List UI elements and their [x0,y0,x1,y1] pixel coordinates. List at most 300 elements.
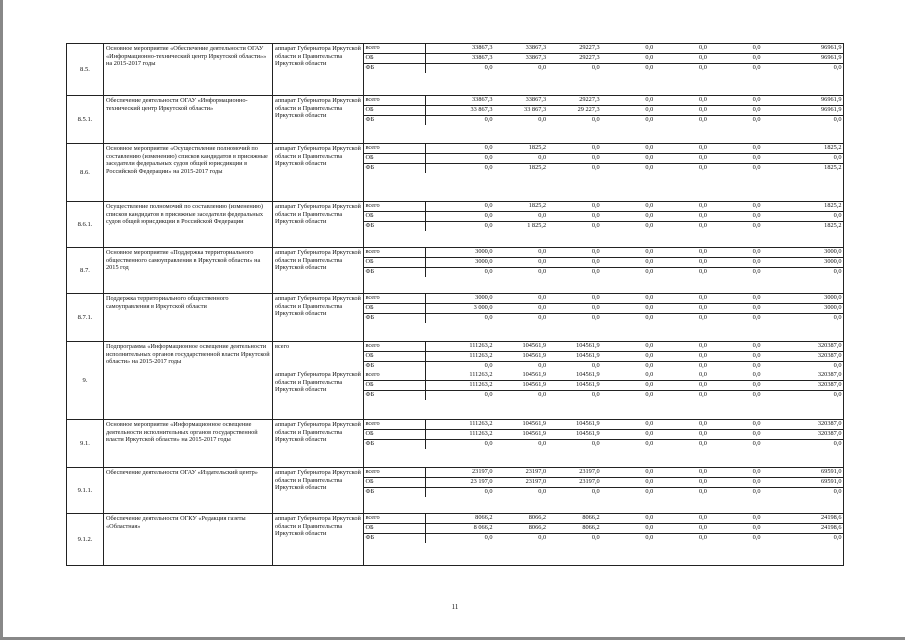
amount-cell: 0,0 [591,64,600,71]
funding-source-label: всего [364,144,426,154]
activity-name: Обеспечение деятельности ОГАУ «Информационно-технический центр Иркутской области» [104,96,273,144]
item-number: 9.1. [67,420,104,468]
amount-cell: 0,0 [601,154,655,164]
amount-cell: 3000,0 [762,258,843,268]
funding-source-label: ФБ [365,362,375,369]
amount-cell: 0,0 [699,164,707,171]
funding-table [66,43,844,566]
amount-cell: 320387,0 [762,430,843,440]
amount-cell: 1825,2 [824,164,842,171]
table-row [67,96,844,144]
amount-cell: 0,0 [708,258,762,268]
amount-cell: 111263,2 [426,342,494,352]
responsible-org [273,44,364,96]
amount-cell: 0,0 [601,96,655,106]
amount-cell: 0,0 [655,430,709,440]
amount-cell: 104561,9 [548,371,602,381]
amount-cell: 0,0 [645,116,654,123]
amount-cell: 0,0 [833,64,842,71]
funding-source-label: ФБ [365,164,375,171]
amount-subtable [364,294,843,323]
amount-line [364,524,843,534]
amount-cell: 0,0 [752,164,761,171]
amount-cell: 0,0 [645,164,654,171]
amounts-cell [364,468,844,514]
funding-source-label: ФБ [365,391,375,398]
funding-source-label: ОБ [364,352,426,362]
funding-source-label: всего [364,294,426,304]
funding-source-label: ФБ [365,534,375,541]
item-number: 9.1.1. [67,468,104,514]
funding-table-body [67,44,844,566]
amount-cell: 0,0 [708,144,762,154]
amount-cell: 0,0 [601,468,655,478]
amount-cell: 0,0 [601,381,655,391]
item-number: 9. [67,342,104,420]
amount-cell: 1825,2 [762,202,843,212]
funding-source-label: всего [364,514,426,524]
funding-source-label: всего [364,420,426,430]
amount-cell: 0,0 [699,64,707,71]
amount-cell: 0,0 [494,248,548,258]
responsible-org-name: аппарат Губернатора Иркутской области и Правительства Иркутской области [275,295,361,318]
responsible-org [273,144,364,202]
amount-cell: 0,0 [655,304,709,314]
amount-cell: 0,0 [708,371,762,381]
activity-name: Основное мероприятие «Поддержка территориального общественного самоуправления в Иркутской области» на 2015 год [104,248,273,294]
amount-cell: 8066,2 [494,524,548,534]
amount-cell: 0,0 [708,420,762,430]
amount-cell: 0,0 [426,202,494,212]
amount-cell: 0,0 [494,294,548,304]
amount-cell: 0,0 [645,314,654,321]
activity-name: Основное мероприятие «Осуществление полномочий по составлению (изменению) списков кандидатов в присяжные заседатели федеральных судов общей юрисдикции в Российской Федерации» на 2015-2017 годы [104,144,273,202]
amount-cell: 0,0 [752,534,761,541]
responsible-org [273,294,364,342]
funding-source-label: всего [364,44,426,54]
amount-cell: 0,0 [426,391,494,401]
amount-cell: 0,0 [645,440,654,447]
amount-line [364,304,843,314]
amount-line [364,44,843,54]
amount-cell: 104561,9 [494,420,548,430]
amount-line [364,64,843,74]
amount-cell: 104561,9 [494,342,548,352]
amounts-cell [364,342,844,420]
amount-cell: 0,0 [655,106,709,116]
amount-cell: 104561,9 [548,381,602,391]
amount-cell: 0,0 [426,440,494,450]
amount-line [364,488,843,498]
amount-cell: 0,0 [699,534,707,541]
amount-line [364,164,843,174]
scan-edge-left [0,0,3,640]
amount-cell: 8066,2 [426,514,494,524]
amount-subtable [364,420,843,449]
amount-cell: 0,0 [833,534,842,541]
amount-cell: 0,0 [645,64,654,71]
amount-cell: 0,0 [591,534,600,541]
amount-cell: 0,0 [699,268,707,275]
amount-cell: 0,0 [655,258,709,268]
amount-cell: 0,0 [601,144,655,154]
amount-cell: 23197,0 [494,478,548,488]
amount-cell: 3 000,0 [426,304,494,314]
amount-cell: 0,0 [655,381,709,391]
amount-subtable [364,342,843,371]
amount-cell: 0,0 [426,64,494,74]
amount-cell: 0,0 [426,154,494,164]
funding-source-label: ОБ [364,212,426,222]
amounts-cell [364,96,844,144]
amount-cell: 0,0 [708,212,762,222]
amount-cell: 0,0 [601,342,655,352]
amount-cell: 33 867,3 [494,106,548,116]
amount-cell: 0,0 [833,314,842,321]
amount-cell: 0,0 [708,202,762,212]
amount-cell: 0,0 [601,44,655,54]
amount-cell: 0,0 [538,268,547,275]
amount-cell: 0,0 [655,478,709,488]
amount-cell: 0,0 [601,294,655,304]
amount-line [364,342,843,352]
amount-line [364,478,843,488]
funding-source-label: ОБ [364,258,426,268]
table-row [67,514,844,566]
responsible-org [273,468,364,514]
amount-cell: 69591,0 [762,468,843,478]
funding-source-label: ФБ [365,488,375,495]
amount-cell: 8 066,2 [426,524,494,534]
amount-cell: 3000,0 [762,248,843,258]
amount-cell: 0,0 [708,524,762,534]
amount-cell: 0,0 [752,116,761,123]
amount-cell: 0,0 [538,440,547,447]
amount-cell: 24198,6 [762,514,843,524]
amount-subtable [364,96,843,125]
amount-subtable [364,371,843,400]
amount-cell: 0,0 [601,514,655,524]
responsible-org [273,420,364,468]
amount-cell: 0,0 [708,430,762,440]
amount-cell: 0,0 [538,64,547,71]
page-number: 11 [451,603,459,611]
funding-source-label: ОБ [364,524,426,534]
amount-cell: 0,0 [601,524,655,534]
amount-cell: 320387,0 [762,420,843,430]
amount-line [364,314,843,324]
item-number: 8.6. [67,144,104,202]
amount-cell: 0,0 [708,106,762,116]
amount-cell: 0,0 [655,96,709,106]
amount-cell: 0,0 [601,478,655,488]
amount-cell: 3000,0 [426,258,494,268]
amount-cell: 0,0 [708,96,762,106]
amount-cell: 0,0 [591,268,600,275]
amount-cell: 0,0 [833,268,842,275]
amount-line [364,468,843,478]
funding-source-label: всего [364,202,426,212]
amount-subtable [364,468,843,497]
amount-cell: 23197,0 [426,468,494,478]
amount-cell: 104561,9 [548,420,602,430]
amount-cell: 96961,9 [762,44,843,54]
amounts-cell [364,144,844,202]
responsible-org-name: аппарат Губернатора Иркутской области и Правительства Иркутской области [275,203,361,226]
amount-cell: 96961,9 [762,106,843,116]
amount-cell: 0,0 [752,222,761,229]
amount-cell: 0,0 [655,202,709,212]
responsible-org-name: аппарат Губернатора Иркутской области и Правительства Иркутской области [275,249,361,272]
amounts-cell [364,248,844,294]
amount-cell: 0,0 [645,391,654,398]
amount-cell: 0,0 [601,248,655,258]
amount-cell: 0,0 [591,362,600,369]
responsible-org-name: аппарат Губернатора Иркутской области и Правительства Иркутской области [275,45,361,68]
amount-cell: 3000,0 [762,304,843,314]
amount-cell: 8066,2 [548,514,602,524]
amount-subtable [364,144,843,173]
amount-cell: 1825,2 [762,144,843,154]
amount-cell: 104561,9 [548,342,602,352]
amount-cell: 0,0 [708,352,762,362]
amount-cell: 104561,9 [494,371,548,381]
amount-cell: 33867,3 [494,96,548,106]
amount-cell: 0,0 [762,212,843,222]
amount-cell: 0,0 [699,314,707,321]
amounts-cell [364,420,844,468]
item-number: 8.5.1. [67,96,104,144]
amount-cell: 23 197,0 [426,478,494,488]
amount-cell: 0,0 [655,468,709,478]
amount-cell: 0,0 [494,212,548,222]
funding-source-label: ОБ [364,381,426,391]
amount-cell: 0,0 [601,202,655,212]
amount-cell: 104561,9 [494,352,548,362]
responsible-org [273,248,364,294]
amount-cell: 0,0 [655,371,709,381]
amount-cell: 0,0 [548,202,602,212]
funding-source-label: ФБ [365,314,375,321]
amount-cell: 0,0 [538,534,547,541]
amount-cell: 0,0 [699,362,707,369]
amounts-cell [364,294,844,342]
amount-cell: 0,0 [645,222,654,229]
amount-cell: 1 825,2 [527,222,547,229]
amount-cell: 3000,0 [762,294,843,304]
amount-cell: 0,0 [548,212,602,222]
funding-source-label: ОБ [364,430,426,440]
amount-cell: 0,0 [752,440,761,447]
table-row [67,202,844,248]
amount-cell: 104561,9 [548,430,602,440]
amount-cell: 0,0 [591,440,600,447]
amount-cell: 104561,9 [548,352,602,362]
amount-cell: 0,0 [645,534,654,541]
amount-cell: 1825,2 [528,164,547,171]
amount-cell: 8066,2 [494,514,548,524]
amount-cell: 0,0 [655,54,709,64]
activity-name: Осуществление полномочий по составлению (изменению) списков кандидатов в присяжные заседатели федеральных судов общей юрисдикции в Российской Федерации [104,202,273,248]
funding-source-label: всего [364,248,426,258]
responsible-org [273,514,364,566]
amount-cell: 111263,2 [426,381,494,391]
amount-cell: 0,0 [699,222,707,229]
amount-cell: 111263,2 [426,420,494,430]
responsible-org [273,342,364,420]
amount-line [364,96,843,106]
amount-cell: 23197,0 [494,468,548,478]
funding-source-label: ФБ [365,64,375,71]
amount-cell: 0,0 [426,144,494,154]
amount-cell: 0,0 [426,268,494,278]
amount-cell: 0,0 [538,391,547,398]
amount-cell: 33867,3 [494,54,548,64]
amount-cell: 33867,3 [494,44,548,54]
amount-cell: 0,0 [426,534,494,544]
amount-cell: 33867,3 [426,54,494,64]
amount-line [364,116,843,126]
amount-cell: 29227,3 [548,96,602,106]
amount-line [364,106,843,116]
amount-cell: 0,0 [591,116,600,123]
amount-cell: 1825,2 [494,144,548,154]
amount-cell: 0,0 [708,342,762,352]
activity-name: Подпрограмма «Информационное освещение деятельности исполнительных органов государственной власти Иркутской области» на 2015-2017 годы [104,342,273,420]
funding-source-label: всего [364,468,426,478]
amount-cell: 8066,2 [548,524,602,534]
item-number: 9.1.2. [67,514,104,566]
amount-cell: 0,0 [708,381,762,391]
amount-cell: 23197,0 [548,478,602,488]
amount-cell: 0,0 [591,314,600,321]
amount-cell: 33867,3 [426,96,494,106]
amount-cell: 3000,0 [426,294,494,304]
amount-cell: 0,0 [708,468,762,478]
amount-line [364,144,843,154]
amount-subtable [364,202,843,231]
amount-cell: 320387,0 [762,342,843,352]
activity-name: Обеспечение деятельности ОГАУ «Издательский центр» [104,468,273,514]
table-row [67,248,844,294]
responsible-org-total: всего [275,343,290,350]
amount-cell: 0,0 [655,248,709,258]
amount-cell: 0,0 [645,362,654,369]
amount-cell: 96961,9 [762,54,843,64]
amount-line [364,154,843,164]
responsible-org-name: аппарат Губернатора Иркутской области и Правительства Иркутской области [275,145,361,168]
funding-source-label: ОБ [364,106,426,116]
amount-cell: 0,0 [601,371,655,381]
amount-cell: 0,0 [752,64,761,71]
amount-cell: 29 227,3 [548,106,602,116]
amount-subtable [364,44,843,73]
amount-cell: 0,0 [655,144,709,154]
funding-source-label: ОБ [364,54,426,64]
amount-line [364,258,843,268]
funding-source-label: всего [364,96,426,106]
amount-cell: 0,0 [708,514,762,524]
amount-subtable [364,248,843,277]
amount-cell: 1825,2 [494,202,548,212]
amount-cell: 96961,9 [762,96,843,106]
amount-cell: 0,0 [645,268,654,275]
amount-cell: 3000,0 [426,248,494,258]
funding-source-label: ОБ [364,304,426,314]
amount-line [364,534,843,544]
amount-cell: 0,0 [708,294,762,304]
amount-cell: 0,0 [538,362,547,369]
amount-cell: 0,0 [601,106,655,116]
amount-cell: 0,0 [601,352,655,362]
amount-cell: 0,0 [752,268,761,275]
amount-cell: 0,0 [494,304,548,314]
amount-cell: 0,0 [548,154,602,164]
amount-cell: 0,0 [752,314,761,321]
amount-cell: 0,0 [426,212,494,222]
amount-line [364,294,843,304]
amount-cell: 33 867,3 [426,106,494,116]
responsible-org [273,202,364,248]
amount-cell: 0,0 [833,440,842,447]
amount-line [364,222,843,232]
amount-cell: 0,0 [591,391,600,398]
amount-cell: 0,0 [591,488,600,495]
amount-cell: 0,0 [708,478,762,488]
amount-cell: 0,0 [601,304,655,314]
amount-cell: 0,0 [655,524,709,534]
amount-cell: 23197,0 [548,468,602,478]
table-row [67,468,844,514]
amount-cell: 0,0 [548,294,602,304]
table-row [67,144,844,202]
amount-cell: 0,0 [601,212,655,222]
item-number: 8.5. [67,44,104,96]
amount-cell: 0,0 [752,488,761,495]
amount-cell: 0,0 [655,44,709,54]
amount-cell: 0,0 [591,164,600,171]
amount-line [364,212,843,222]
amount-cell: 0,0 [426,488,494,498]
amount-line [364,248,843,258]
activity-name: Поддержка территориального общественного самоуправления в Иркутской области [104,294,273,342]
amount-cell: 0,0 [601,258,655,268]
amount-cell: 104561,9 [494,381,548,391]
item-number: 8.6.1. [67,202,104,248]
amount-cell: 0,0 [833,391,842,398]
amount-cell: 0,0 [548,258,602,268]
amount-cell: 0,0 [601,54,655,64]
amount-cell: 0,0 [601,430,655,440]
responsible-org-name: аппарат Губернатора Иркутской области и Правительства Иркутской области [275,371,361,394]
table-row [67,342,844,420]
responsible-org-name: аппарат Губернатора Иркутской области и Правительства Иркутской области [275,469,361,492]
amount-cell: 0,0 [548,248,602,258]
amount-cell: 0,0 [426,116,494,126]
amount-cell: 0,0 [833,488,842,495]
amount-cell: 0,0 [708,154,762,164]
amount-cell: 0,0 [708,44,762,54]
amount-cell: 0,0 [655,212,709,222]
amount-cell: 0,0 [655,514,709,524]
table-row [67,420,844,468]
funding-source-label: ОБ [364,154,426,164]
amount-line [364,514,843,524]
amount-cell: 0,0 [538,314,547,321]
amount-cell: 0,0 [655,342,709,352]
amount-cell: 33867,3 [426,44,494,54]
amount-line [364,268,843,278]
